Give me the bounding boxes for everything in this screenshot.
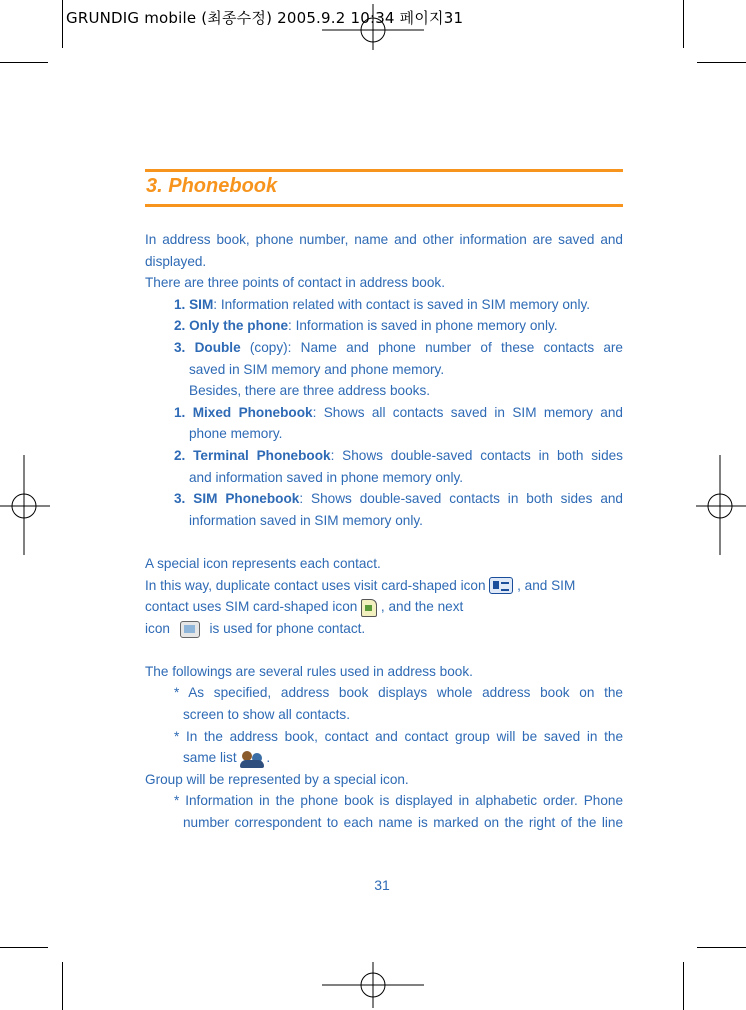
list-item: 3. Double (copy): Name and phone number of these contacts are: [174, 339, 623, 355]
list-item-continuation: phone memory.: [189, 426, 283, 442]
registration-mark-icon: [696, 455, 746, 555]
registration-mark-icon: [322, 962, 424, 1008]
phone-icon: [180, 621, 200, 638]
crop-mark: [62, 0, 63, 48]
paragraph-line: A special icon represents each contact.: [145, 555, 381, 571]
crop-mark: [0, 62, 48, 63]
list-item-continuation: Besides, there are three address books.: [189, 383, 431, 399]
list-item-continuation: screen to show all contacts.: [183, 707, 350, 723]
title-rule-bottom: [145, 204, 623, 207]
list-item: * As specified, address book displays whole address book on the: [174, 685, 623, 701]
paragraph-line: There are three points of contact in address book.: [145, 275, 445, 291]
crop-mark: [697, 62, 746, 63]
list-item: 2. Terminal Phonebook: Shows double-saved contacts in both sides: [174, 447, 623, 463]
crop-mark: [683, 962, 684, 1010]
list-item: 1. Mixed Phonebook: Shows all contacts saved in SIM memory and: [174, 404, 623, 420]
title-rule-top: [145, 169, 623, 172]
crop-mark: [0, 947, 48, 948]
registration-mark-icon: [0, 455, 50, 555]
crop-mark: [683, 0, 684, 48]
paragraph-line: In address book, phone number, name and other information are saved and: [145, 232, 623, 247]
crop-mark: [697, 947, 746, 948]
paragraph-line: In this way, duplicate contact uses visit card-shaped icon , and SIM: [145, 577, 576, 593]
paragraph-line: displayed.: [145, 253, 207, 269]
print-slug: GRUNDIG mobile (최종수정) 2005.9.2 10:34 페이지31: [66, 9, 464, 27]
group-icon: [240, 749, 266, 769]
page-number: 31: [374, 877, 390, 893]
crop-mark: [62, 962, 63, 1010]
list-item: 2. Only the phone: Information is saved in phone memory only.: [174, 318, 558, 334]
list-item: 3. SIM Phonebook: Shows double-saved contacts in both sides and: [174, 491, 623, 507]
list-item-continuation: and information saved in phone memory only.: [189, 469, 464, 485]
paragraph-line: icon is used for phone contact.: [145, 620, 366, 636]
visit-card-icon: [489, 577, 513, 594]
section-title: 3. Phonebook: [146, 175, 278, 197]
list-item: * Information in the phone book is displayed in alphabetic order. Phone: [174, 793, 623, 809]
paragraph-line: Group will be represented by a special icon.: [145, 771, 409, 787]
paragraph-line: contact uses SIM card-shaped icon , and the next: [145, 596, 623, 618]
list-item: * In the address book, contact and contact group will be saved in the: [174, 728, 623, 744]
list-item-continuation: same list .: [145, 747, 623, 769]
list-item-continuation: saved in SIM memory and phone memory.: [189, 361, 445, 377]
list-item-continuation: information saved in SIM memory only.: [189, 512, 423, 528]
sim-card-icon: [361, 599, 377, 617]
body-text: [145, 229, 623, 834]
list-item: 1. SIM: Information related with contact is saved in SIM memory only.: [174, 296, 591, 312]
paragraph-line: The followings are several rules used in address book.: [145, 663, 473, 679]
list-item-continuation: number correspondent to each name is marked on the right of the line: [183, 815, 623, 831]
